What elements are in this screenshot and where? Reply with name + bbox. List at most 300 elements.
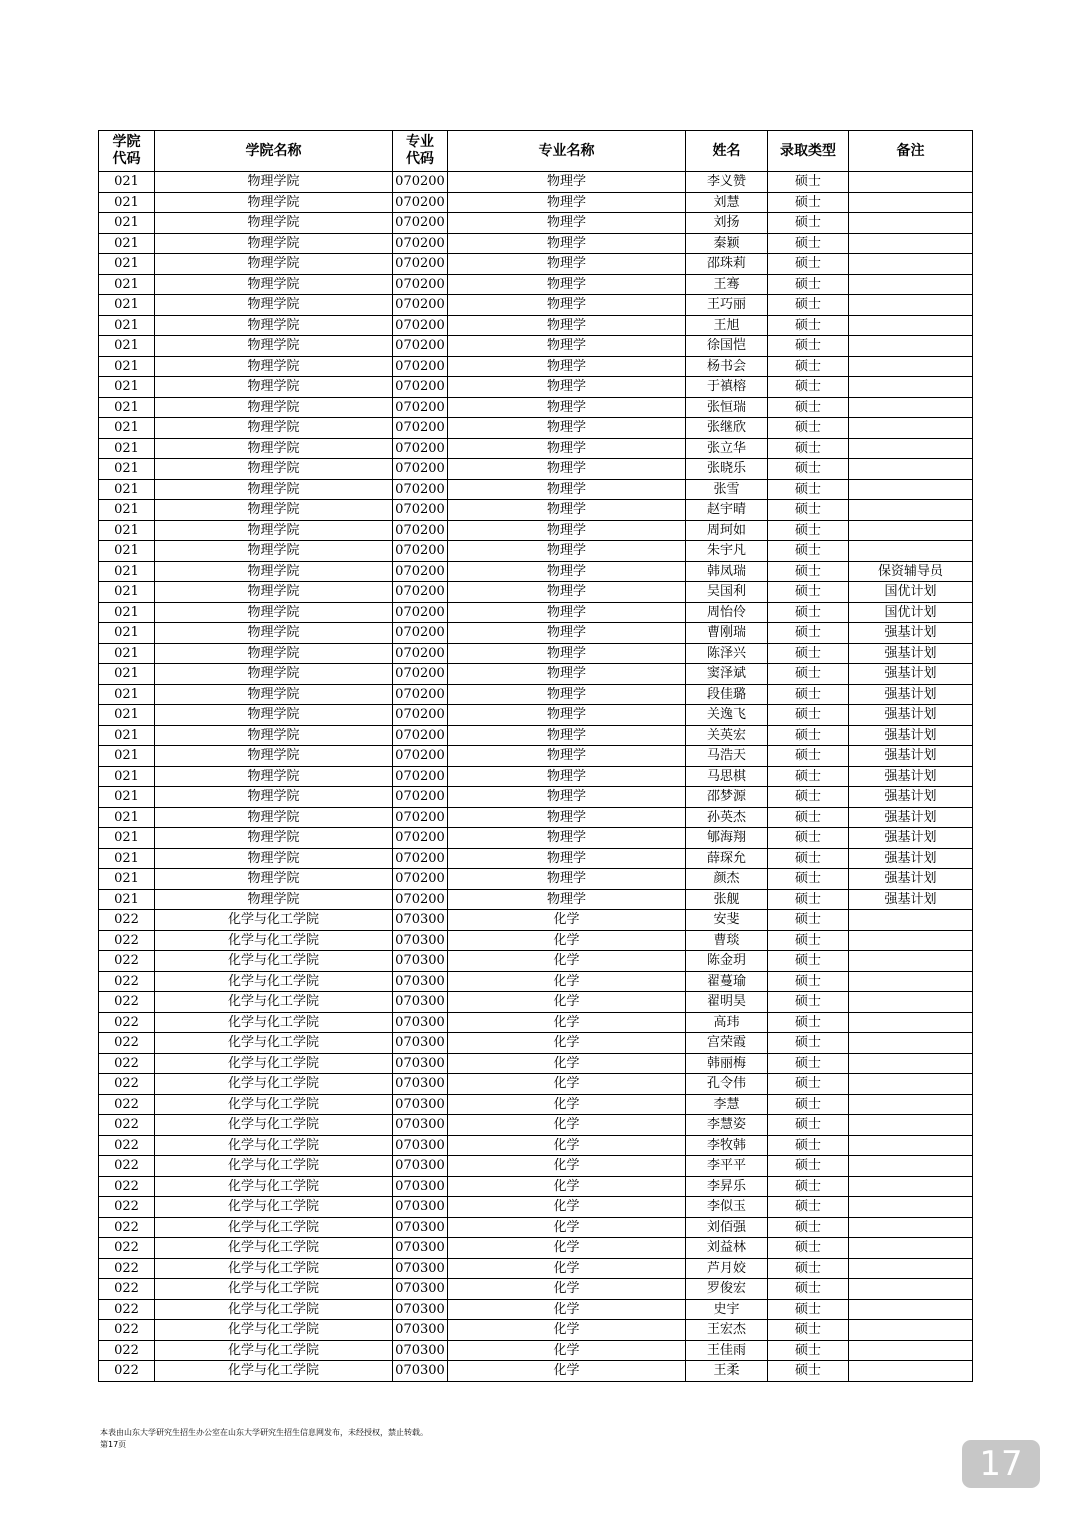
remarks-cell: 强基计划 bbox=[849, 889, 973, 910]
admission-type-cell: 硕士 bbox=[768, 582, 849, 603]
college-name-cell: 物理学院 bbox=[155, 274, 393, 295]
student-name-cell: 孔令伟 bbox=[686, 1074, 768, 1095]
admission-type-cell: 硕士 bbox=[768, 336, 849, 357]
major-name-cell: 物理学 bbox=[448, 459, 686, 480]
college-code-cell: 022 bbox=[99, 1156, 155, 1177]
admission-type-cell: 硕士 bbox=[768, 274, 849, 295]
college-code-cell: 022 bbox=[99, 1258, 155, 1279]
major-name-cell: 化学 bbox=[448, 1012, 686, 1033]
major-name-cell: 化学 bbox=[448, 1115, 686, 1136]
student-name-cell: 李似玉 bbox=[686, 1197, 768, 1218]
remarks-cell: 保资辅导员 bbox=[849, 561, 973, 582]
student-name-cell: 陈金玥 bbox=[686, 951, 768, 972]
college-name-cell: 物理学院 bbox=[155, 848, 393, 869]
college-name-cell: 化学与化工学院 bbox=[155, 1012, 393, 1033]
admission-type-cell: 硕士 bbox=[768, 1197, 849, 1218]
student-name-cell: 陈泽兴 bbox=[686, 643, 768, 664]
table-row bbox=[99, 705, 973, 726]
admission-type-cell: 硕士 bbox=[768, 479, 849, 500]
college-code-cell: 022 bbox=[99, 1197, 155, 1218]
table-row bbox=[99, 172, 973, 193]
remarks-cell bbox=[849, 295, 973, 316]
college-code-cell: 021 bbox=[99, 561, 155, 582]
college-name-cell: 物理学院 bbox=[155, 541, 393, 562]
remarks-cell: 强基计划 bbox=[849, 643, 973, 664]
major-name-cell: 化学 bbox=[448, 1176, 686, 1197]
table-row bbox=[99, 684, 973, 705]
major-code-cell: 070200 bbox=[393, 336, 448, 357]
remarks-cell bbox=[849, 1156, 973, 1177]
major-code-cell: 070200 bbox=[393, 725, 448, 746]
remarks-cell: 强基计划 bbox=[849, 848, 973, 869]
header-college-code: 学院 代码 bbox=[99, 131, 155, 172]
college-code-cell: 021 bbox=[99, 397, 155, 418]
table-row bbox=[99, 992, 973, 1013]
admission-type-cell: 硕士 bbox=[768, 397, 849, 418]
college-name-cell: 物理学院 bbox=[155, 869, 393, 890]
remarks-cell bbox=[849, 213, 973, 234]
admission-type-cell: 硕士 bbox=[768, 807, 849, 828]
student-name-cell: 王佳雨 bbox=[686, 1340, 768, 1361]
table-row bbox=[99, 1361, 973, 1382]
table-row bbox=[99, 418, 973, 439]
major-code-cell: 070200 bbox=[393, 746, 448, 767]
remarks-cell bbox=[849, 1176, 973, 1197]
major-name-cell: 化学 bbox=[448, 992, 686, 1013]
college-code-cell: 021 bbox=[99, 356, 155, 377]
table-row bbox=[99, 520, 973, 541]
table-row bbox=[99, 233, 973, 254]
student-name-cell: 李牧韩 bbox=[686, 1135, 768, 1156]
remarks-cell bbox=[849, 1135, 973, 1156]
remarks-cell bbox=[849, 356, 973, 377]
college-name-cell: 化学与化工学院 bbox=[155, 1361, 393, 1382]
major-code-cell: 070300 bbox=[393, 1238, 448, 1259]
student-name-cell: 于禛榕 bbox=[686, 377, 768, 398]
major-name-cell: 物理学 bbox=[448, 828, 686, 849]
table-row bbox=[99, 971, 973, 992]
major-name-cell: 化学 bbox=[448, 1238, 686, 1259]
college-code-cell: 021 bbox=[99, 828, 155, 849]
admission-type-cell: 硕士 bbox=[768, 869, 849, 890]
major-code-cell: 070300 bbox=[393, 1197, 448, 1218]
table-row bbox=[99, 889, 973, 910]
student-name-cell: 韩凤瑞 bbox=[686, 561, 768, 582]
student-name-cell: 邵梦源 bbox=[686, 787, 768, 808]
major-code-cell: 070300 bbox=[393, 971, 448, 992]
remarks-cell: 强基计划 bbox=[849, 828, 973, 849]
major-name-cell: 化学 bbox=[448, 1053, 686, 1074]
college-code-cell: 022 bbox=[99, 992, 155, 1013]
college-code-cell: 021 bbox=[99, 848, 155, 869]
major-name-cell: 物理学 bbox=[448, 315, 686, 336]
college-code-cell: 021 bbox=[99, 295, 155, 316]
major-code-cell: 070200 bbox=[393, 274, 448, 295]
student-name-cell: 高玮 bbox=[686, 1012, 768, 1033]
table-row bbox=[99, 254, 973, 275]
admission-type-cell: 硕士 bbox=[768, 1115, 849, 1136]
admission-type-cell: 硕士 bbox=[768, 766, 849, 787]
table-row bbox=[99, 356, 973, 377]
remarks-cell bbox=[849, 992, 973, 1013]
student-name-cell: 李慧 bbox=[686, 1094, 768, 1115]
major-code-cell: 070200 bbox=[393, 479, 448, 500]
major-code-cell: 070200 bbox=[393, 602, 448, 623]
major-code-cell: 070200 bbox=[393, 213, 448, 234]
student-name-cell: 张晓乐 bbox=[686, 459, 768, 480]
student-name-cell: 李义赞 bbox=[686, 172, 768, 193]
major-code-cell: 070200 bbox=[393, 664, 448, 685]
admission-type-cell: 硕士 bbox=[768, 500, 849, 521]
major-name-cell: 物理学 bbox=[448, 397, 686, 418]
table-row bbox=[99, 315, 973, 336]
major-name-cell: 物理学 bbox=[448, 541, 686, 562]
college-code-cell: 021 bbox=[99, 315, 155, 336]
table-row bbox=[99, 828, 973, 849]
college-code-cell: 022 bbox=[99, 1094, 155, 1115]
student-name-cell: 刘益林 bbox=[686, 1238, 768, 1259]
college-name-cell: 化学与化工学院 bbox=[155, 1094, 393, 1115]
college-name-cell: 物理学院 bbox=[155, 582, 393, 603]
major-code-cell: 070200 bbox=[393, 807, 448, 828]
admission-type-cell: 硕士 bbox=[768, 1258, 849, 1279]
major-name-cell: 化学 bbox=[448, 1074, 686, 1095]
college-code-cell: 021 bbox=[99, 643, 155, 664]
major-code-cell: 070200 bbox=[393, 315, 448, 336]
major-name-cell: 物理学 bbox=[448, 172, 686, 193]
major-name-cell: 物理学 bbox=[448, 233, 686, 254]
table-row bbox=[99, 1238, 973, 1259]
college-code-cell: 021 bbox=[99, 377, 155, 398]
admission-type-cell: 硕士 bbox=[768, 1320, 849, 1341]
college-code-cell: 021 bbox=[99, 602, 155, 623]
student-name-cell: 安斐 bbox=[686, 910, 768, 931]
college-name-cell: 物理学院 bbox=[155, 520, 393, 541]
college-code-cell: 022 bbox=[99, 1074, 155, 1095]
admission-type-cell: 硕士 bbox=[768, 1135, 849, 1156]
table-row bbox=[99, 664, 973, 685]
table-row bbox=[99, 766, 973, 787]
student-name-cell: 李昇乐 bbox=[686, 1176, 768, 1197]
student-name-cell: 薛琛允 bbox=[686, 848, 768, 869]
major-name-cell: 化学 bbox=[448, 910, 686, 931]
remarks-cell: 强基计划 bbox=[849, 705, 973, 726]
college-code-cell: 022 bbox=[99, 1115, 155, 1136]
major-name-cell: 物理学 bbox=[448, 889, 686, 910]
remarks-cell bbox=[849, 315, 973, 336]
student-name-cell: 刘佰强 bbox=[686, 1217, 768, 1238]
major-code-cell: 070300 bbox=[393, 1299, 448, 1320]
major-code-cell: 070200 bbox=[393, 889, 448, 910]
header-remarks: 备注 bbox=[849, 131, 973, 172]
college-code-cell: 021 bbox=[99, 336, 155, 357]
major-code-cell: 070300 bbox=[393, 1053, 448, 1074]
college-code-cell: 021 bbox=[99, 684, 155, 705]
admission-type-cell: 硕士 bbox=[768, 951, 849, 972]
college-name-cell: 物理学院 bbox=[155, 623, 393, 644]
college-name-cell: 物理学院 bbox=[155, 213, 393, 234]
table-row bbox=[99, 1033, 973, 1054]
major-code-cell: 070200 bbox=[393, 192, 448, 213]
major-code-cell: 070300 bbox=[393, 992, 448, 1013]
college-name-cell: 物理学院 bbox=[155, 233, 393, 254]
remarks-cell: 强基计划 bbox=[849, 807, 973, 828]
table-header-row bbox=[99, 131, 973, 172]
table-row bbox=[99, 807, 973, 828]
admission-type-cell: 硕士 bbox=[768, 377, 849, 398]
remarks-cell bbox=[849, 910, 973, 931]
college-code-cell: 021 bbox=[99, 582, 155, 603]
major-name-cell: 化学 bbox=[448, 1299, 686, 1320]
major-name-cell: 物理学 bbox=[448, 807, 686, 828]
table-row bbox=[99, 397, 973, 418]
college-name-cell: 物理学院 bbox=[155, 684, 393, 705]
table-row bbox=[99, 1074, 973, 1095]
major-code-cell: 070200 bbox=[393, 172, 448, 193]
admission-type-cell: 硕士 bbox=[768, 520, 849, 541]
table-row bbox=[99, 951, 973, 972]
header-college-name: 学院名称 bbox=[155, 131, 393, 172]
college-name-cell: 物理学院 bbox=[155, 459, 393, 480]
remarks-cell bbox=[849, 397, 973, 418]
college-name-cell: 化学与化工学院 bbox=[155, 910, 393, 931]
college-name-cell: 化学与化工学院 bbox=[155, 1258, 393, 1279]
table-row bbox=[99, 1258, 973, 1279]
admission-type-cell: 硕士 bbox=[768, 295, 849, 316]
college-code-cell: 021 bbox=[99, 172, 155, 193]
admission-type-cell: 硕士 bbox=[768, 1340, 849, 1361]
college-code-cell: 022 bbox=[99, 1340, 155, 1361]
header-major-code: 专业 代码 bbox=[393, 131, 448, 172]
college-code-cell: 021 bbox=[99, 889, 155, 910]
admission-type-cell: 硕士 bbox=[768, 910, 849, 931]
major-code-cell: 070300 bbox=[393, 1279, 448, 1300]
college-code-cell: 021 bbox=[99, 438, 155, 459]
remarks-cell bbox=[849, 1299, 973, 1320]
college-code-cell: 022 bbox=[99, 1361, 155, 1382]
college-code-cell: 022 bbox=[99, 910, 155, 931]
major-name-cell: 物理学 bbox=[448, 664, 686, 685]
college-name-cell: 化学与化工学院 bbox=[155, 1135, 393, 1156]
major-code-cell: 070300 bbox=[393, 1320, 448, 1341]
major-name-cell: 物理学 bbox=[448, 746, 686, 767]
admission-type-cell: 硕士 bbox=[768, 192, 849, 213]
major-code-cell: 070200 bbox=[393, 500, 448, 521]
college-name-cell: 物理学院 bbox=[155, 500, 393, 521]
student-name-cell: 张舰 bbox=[686, 889, 768, 910]
student-name-cell: 窦泽斌 bbox=[686, 664, 768, 685]
college-name-cell: 物理学院 bbox=[155, 172, 393, 193]
college-name-cell: 物理学院 bbox=[155, 602, 393, 623]
major-code-cell: 070200 bbox=[393, 397, 448, 418]
remarks-cell bbox=[849, 1094, 973, 1115]
student-name-cell: 罗俊宏 bbox=[686, 1279, 768, 1300]
remarks-cell bbox=[849, 1115, 973, 1136]
admission-type-cell: 硕士 bbox=[768, 172, 849, 193]
table-row bbox=[99, 1135, 973, 1156]
admission-type-cell: 硕士 bbox=[768, 1012, 849, 1033]
remarks-cell: 强基计划 bbox=[849, 746, 973, 767]
college-code-cell: 021 bbox=[99, 233, 155, 254]
major-name-cell: 化学 bbox=[448, 1320, 686, 1341]
page-number-label: 第17页 bbox=[100, 1440, 127, 1449]
admission-type-cell: 硕士 bbox=[768, 643, 849, 664]
admission-type-cell: 硕士 bbox=[768, 315, 849, 336]
header-admission-type: 录取类型 bbox=[768, 131, 849, 172]
student-name-cell: 关英宏 bbox=[686, 725, 768, 746]
table-row bbox=[99, 1279, 973, 1300]
college-code-cell: 022 bbox=[99, 1320, 155, 1341]
major-code-cell: 070200 bbox=[393, 561, 448, 582]
remarks-cell bbox=[849, 930, 973, 951]
major-code-cell: 070200 bbox=[393, 520, 448, 541]
major-code-cell: 070300 bbox=[393, 1074, 448, 1095]
student-name-cell: 王柔 bbox=[686, 1361, 768, 1382]
college-code-cell: 021 bbox=[99, 479, 155, 500]
remarks-cell: 强基计划 bbox=[849, 766, 973, 787]
table-row bbox=[99, 1012, 973, 1033]
remarks-cell bbox=[849, 479, 973, 500]
student-name-cell: 张雪 bbox=[686, 479, 768, 500]
major-code-cell: 070200 bbox=[393, 356, 448, 377]
major-name-cell: 物理学 bbox=[448, 848, 686, 869]
remarks-cell bbox=[849, 418, 973, 439]
major-name-cell: 化学 bbox=[448, 1361, 686, 1382]
college-name-cell: 物理学院 bbox=[155, 315, 393, 336]
admission-type-cell: 硕士 bbox=[768, 459, 849, 480]
student-name-cell: 刘扬 bbox=[686, 213, 768, 234]
major-name-cell: 物理学 bbox=[448, 418, 686, 439]
admission-type-cell: 硕士 bbox=[768, 602, 849, 623]
major-name-cell: 物理学 bbox=[448, 336, 686, 357]
admission-type-cell: 硕士 bbox=[768, 684, 849, 705]
remarks-cell bbox=[849, 1217, 973, 1238]
college-code-cell: 021 bbox=[99, 623, 155, 644]
major-name-cell: 化学 bbox=[448, 1217, 686, 1238]
table-row bbox=[99, 541, 973, 562]
student-name-cell: 曹琰 bbox=[686, 930, 768, 951]
major-code-cell: 070300 bbox=[393, 1094, 448, 1115]
college-code-cell: 021 bbox=[99, 254, 155, 275]
admission-type-cell: 硕士 bbox=[768, 828, 849, 849]
major-code-cell: 070200 bbox=[393, 295, 448, 316]
major-code-cell: 070200 bbox=[393, 623, 448, 644]
table-row bbox=[99, 1197, 973, 1218]
college-name-cell: 物理学院 bbox=[155, 561, 393, 582]
student-name-cell: 芦月姣 bbox=[686, 1258, 768, 1279]
major-name-cell: 化学 bbox=[448, 1258, 686, 1279]
remarks-cell bbox=[849, 1361, 973, 1382]
remarks-cell bbox=[849, 541, 973, 562]
college-name-cell: 化学与化工学院 bbox=[155, 951, 393, 972]
table-row bbox=[99, 930, 973, 951]
major-code-cell: 070200 bbox=[393, 418, 448, 439]
major-name-cell: 物理学 bbox=[448, 438, 686, 459]
college-code-cell: 021 bbox=[99, 418, 155, 439]
college-name-cell: 物理学院 bbox=[155, 254, 393, 275]
admission-type-cell: 硕士 bbox=[768, 1156, 849, 1177]
footer-copyright-note: 本表由山东大学研究生招生办公室在山东大学研究生招生信息网发布，未经授权，禁止转载。 bbox=[100, 1428, 428, 1437]
major-name-cell: 化学 bbox=[448, 951, 686, 972]
table-row bbox=[99, 459, 973, 480]
college-code-cell: 021 bbox=[99, 192, 155, 213]
college-name-cell: 物理学院 bbox=[155, 377, 393, 398]
admission-type-cell: 硕士 bbox=[768, 254, 849, 275]
major-code-cell: 070300 bbox=[393, 1217, 448, 1238]
major-name-cell: 物理学 bbox=[448, 377, 686, 398]
table-row bbox=[99, 1115, 973, 1136]
major-name-cell: 物理学 bbox=[448, 479, 686, 500]
major-name-cell: 化学 bbox=[448, 1197, 686, 1218]
table-row bbox=[99, 1053, 973, 1074]
major-code-cell: 070300 bbox=[393, 1115, 448, 1136]
table-row bbox=[99, 1176, 973, 1197]
college-name-cell: 物理学院 bbox=[155, 889, 393, 910]
major-name-cell: 化学 bbox=[448, 1156, 686, 1177]
college-name-cell: 物理学院 bbox=[155, 295, 393, 316]
table-row bbox=[99, 213, 973, 234]
admission-type-cell: 硕士 bbox=[768, 418, 849, 439]
major-code-cell: 070300 bbox=[393, 1258, 448, 1279]
major-code-cell: 070200 bbox=[393, 766, 448, 787]
remarks-cell bbox=[849, 377, 973, 398]
major-code-cell: 070200 bbox=[393, 705, 448, 726]
major-code-cell: 070300 bbox=[393, 1176, 448, 1197]
remarks-cell bbox=[849, 1320, 973, 1341]
major-name-cell: 化学 bbox=[448, 1094, 686, 1115]
student-name-cell: 张立华 bbox=[686, 438, 768, 459]
major-code-cell: 070300 bbox=[393, 1012, 448, 1033]
college-code-cell: 022 bbox=[99, 1012, 155, 1033]
college-name-cell: 物理学院 bbox=[155, 479, 393, 500]
remarks-cell: 强基计划 bbox=[849, 664, 973, 685]
table-row bbox=[99, 1340, 973, 1361]
college-name-cell: 化学与化工学院 bbox=[155, 1033, 393, 1054]
college-name-cell: 物理学院 bbox=[155, 643, 393, 664]
student-name-cell: 王宏杰 bbox=[686, 1320, 768, 1341]
major-code-cell: 070300 bbox=[393, 1033, 448, 1054]
college-code-cell: 021 bbox=[99, 705, 155, 726]
college-code-cell: 022 bbox=[99, 1033, 155, 1054]
student-name-cell: 朱宇凡 bbox=[686, 541, 768, 562]
admission-type-cell: 硕士 bbox=[768, 664, 849, 685]
student-name-cell: 马思棋 bbox=[686, 766, 768, 787]
college-code-cell: 021 bbox=[99, 766, 155, 787]
student-name-cell: 宫荣霞 bbox=[686, 1033, 768, 1054]
major-code-cell: 070300 bbox=[393, 1135, 448, 1156]
table-row bbox=[99, 438, 973, 459]
remarks-cell bbox=[849, 951, 973, 972]
college-name-cell: 化学与化工学院 bbox=[155, 992, 393, 1013]
student-name-cell: 马浩天 bbox=[686, 746, 768, 767]
college-code-cell: 021 bbox=[99, 725, 155, 746]
table-row bbox=[99, 192, 973, 213]
student-name-cell: 周怡伶 bbox=[686, 602, 768, 623]
remarks-cell bbox=[849, 520, 973, 541]
college-name-cell: 化学与化工学院 bbox=[155, 1176, 393, 1197]
college-code-cell: 021 bbox=[99, 541, 155, 562]
major-name-cell: 物理学 bbox=[448, 192, 686, 213]
college-code-cell: 022 bbox=[99, 971, 155, 992]
table-row bbox=[99, 377, 973, 398]
admission-type-cell: 硕士 bbox=[768, 930, 849, 951]
remarks-cell bbox=[849, 971, 973, 992]
remarks-cell bbox=[849, 1033, 973, 1054]
student-name-cell: 关逸飞 bbox=[686, 705, 768, 726]
major-code-cell: 070200 bbox=[393, 869, 448, 890]
table-row bbox=[99, 295, 973, 316]
table-row bbox=[99, 479, 973, 500]
